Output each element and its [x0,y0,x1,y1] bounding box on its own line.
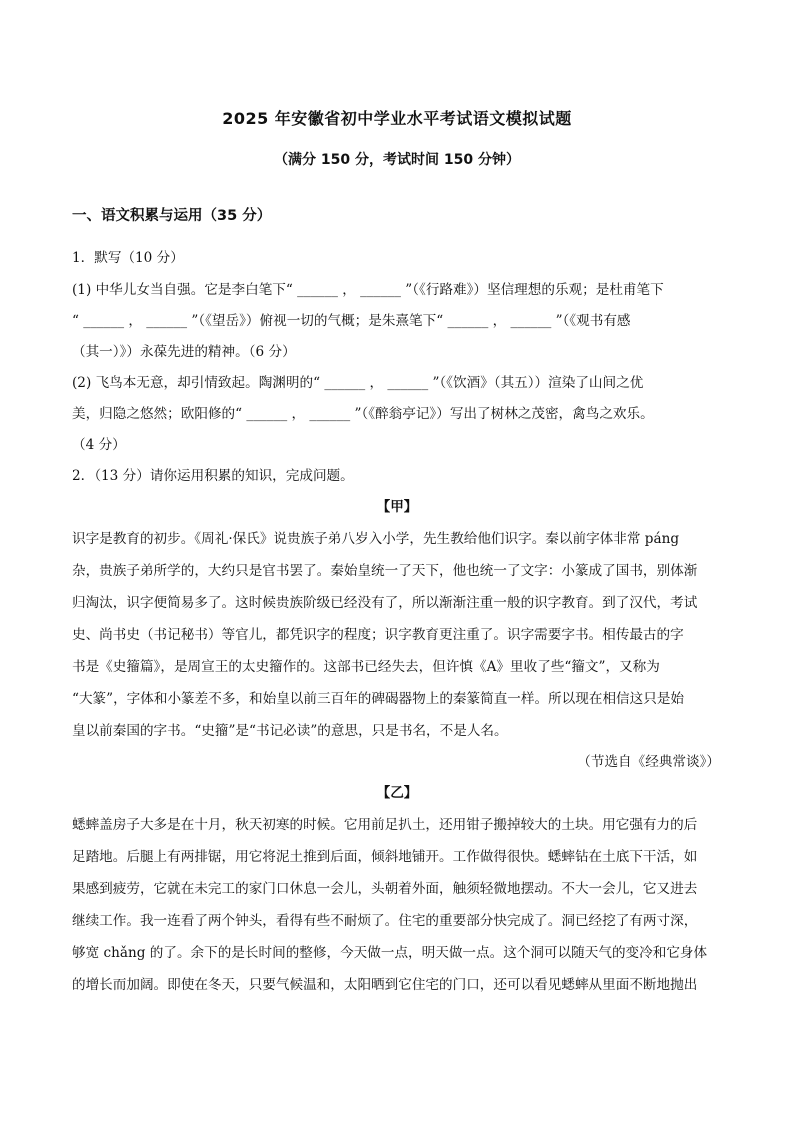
passage-jia-line: 杂，贵族子弟所学的，大约只是官书罢了。秦始皇统一了天下，他也统一了文字：小篆成了国书，别体渐 [72,563,698,579]
question-1-line: “ ______ ， ______ ”（《望岳》）俯视一切的气概；是朱熹笔下“ ______ ， ______ ”（《观书有感 [72,313,631,329]
question-1-line: (1) 中华儿女当自强。它是李白笔下“ ______ ， ______ ”（《行路难》）坚信理想的乐观；是杜甫笔下 [72,282,664,298]
page-subtitle: （满分 150 分，考试时间 150 分钟） [274,152,520,168]
question-1-line: （4 分） [72,437,126,453]
passage-yi-line: 蟋蟀盖房子大多是在十月，秋天初寒的时候。它用前足扒土，还用钳子搬掉较大的土块。用它强有力的后 [72,817,698,833]
question-1-heading: 1．默写（10 分） [72,250,184,266]
passage-yi-line: 果感到疲劳，它就在未完工的家门口休息一会儿，头朝着外面，触须轻微地摆动。不大一会儿，它又进去 [72,881,698,897]
passage-jia-line: 识字是教育的初步。《周礼·保氏》说贵族子弟八岁入小学，先生教给他们识字。秦以前字体非常 páng [72,531,680,547]
question-1-line: 美，归隐之悠然；欧阳修的“ ______ ， ______ ”（《醉翁亭记》）写出了树林之茂密，禽鸟之欢乐。 [72,406,654,422]
passage-jia-line: 书是《史籀篇》，是周宣王的太史籀作的。这部书已经失去，但许慎《A》里收了些“籀文”，又称为 [72,659,660,675]
passage-yi-line: 继续工作。我一连看了两个钟头，看得有些不耐烦了。住宅的重要部分快完成了。洞已经挖了有两寸深， [72,913,698,929]
passage-yi-line: 足踏地。后腿上有两排锯，用它将泥土推到后面，倾斜地铺开。工作做得很快。蟋蟀钻在土底下干活，如 [72,849,698,865]
passage-jia-line: 史、尚书史（书记秘书）等官儿，都凭识字的程度；识字教育更注重了。识字需要字书。相传最古的字 [72,627,684,643]
question-2-heading: 2．（13 分）请你运用积累的知识，完成问题。 [72,468,354,484]
passage-yi-line: 够宽 chǎng 的了。余下的是长时间的整修，今天做一点，明天做一点。这个洞可以随天气的变冷和它身体 [72,945,708,961]
passage-jia-line: 归淘汰，识字便简易多了。这时候贵族阶级已经没有了，所以渐渐注重一般的识字教育。到了汉代，考试 [72,595,698,611]
passage-jia-line: “大篆”，字体和小篆差不多，和始皇以前三百年的碑碣器物上的秦篆简直一样。所以现在相信这只是始 [72,691,685,707]
page-title: 2025 年安徽省初中学业水平考试语文模拟试题 [222,109,572,128]
question-1-line: (2) 飞鸟本无意，却引情致起。陶渊明的“ ______ ， ______ ”（《饮酒》（其五））渲染了山间之优 [72,375,644,391]
passage-yi-line: 的增长而加阔。即使在冬天，只要气候温和，太阳晒到它住宅的门口，还可以看见蟋蟀从里面不断地抛出 [72,977,698,993]
passage-jia-line: 皇以前秦国的字书。“史籀”是“书记必读”的意思，只是书名，不是人名。 [72,723,508,739]
passage-jia-label: 【甲】 [376,499,418,515]
question-1-line: （其一）》）永葆先进的精神。（6 分） [72,344,296,360]
passage-jia-source: （节选自《经典常谈》） [577,754,720,770]
section-heading: 一、语文积累与运用（35 分） [72,208,272,224]
passage-yi-label: 【乙】 [376,785,418,801]
